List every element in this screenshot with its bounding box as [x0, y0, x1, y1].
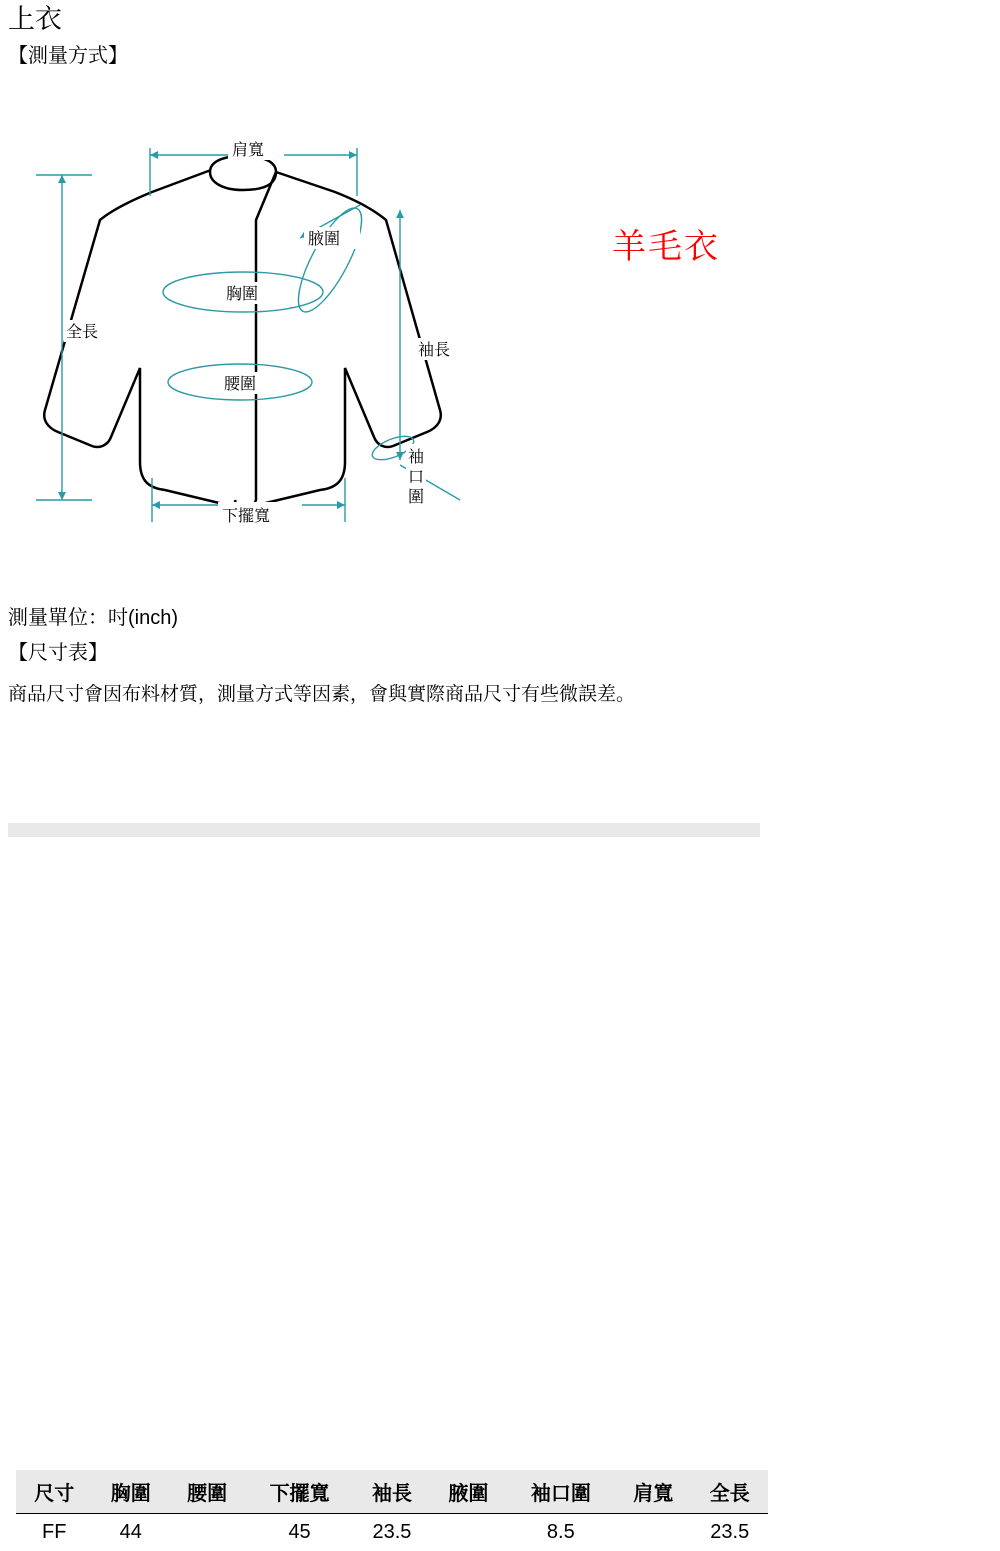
col-full-length: 全長 — [691, 1470, 768, 1514]
col-hem-width: 下擺寬 — [245, 1470, 353, 1514]
label-armhole: 腋圍 — [308, 230, 340, 248]
cell-full-length: 23.5 — [691, 1514, 768, 1551]
measure-method-heading: 【測量方式】 — [8, 43, 128, 69]
col-size: 尺寸 — [16, 1470, 92, 1514]
cell-cuff: 8.5 — [507, 1514, 615, 1551]
product-type-label: 羊毛衣 — [612, 228, 720, 268]
col-bust: 胸圍 — [92, 1470, 168, 1514]
cell-armhole — [430, 1514, 506, 1551]
label-cuff-3: 圍 — [408, 488, 424, 506]
col-cuff: 袖口圍 — [507, 1470, 615, 1514]
label-cuff-2: 口 — [408, 469, 424, 486]
label-cuff-1: 袖 — [408, 448, 424, 466]
page-title: 上衣 — [8, 2, 62, 36]
garment-measurement-diagram — [0, 110, 560, 550]
size-table — [16, 1470, 768, 1551]
table-header-row — [16, 1470, 768, 1514]
size-chart-heading: 【尺寸表】 — [8, 640, 108, 666]
table-row — [16, 1514, 768, 1551]
unit-line: 測量單位：吋(inch) — [8, 605, 178, 631]
cell-shoulder — [615, 1514, 691, 1551]
label-shoulder: 肩寬 — [232, 141, 264, 159]
label-bust: 胸圍 — [226, 285, 258, 303]
col-shoulder: 肩寬 — [615, 1470, 691, 1514]
col-sleeve-length: 袖長 — [354, 1470, 430, 1514]
col-waist: 腰圍 — [169, 1470, 245, 1514]
cell-waist — [169, 1514, 245, 1551]
cell-hem-width: 45 — [245, 1514, 353, 1551]
measurement-note: 商品尺寸會因布料材質，測量方式等因素，會與實際商品尺寸有些微誤差。 — [8, 682, 635, 708]
label-sleeve-length: 袖長 — [418, 341, 450, 359]
cell-bust: 44 — [92, 1514, 168, 1551]
col-armhole: 腋圍 — [430, 1470, 506, 1514]
label-full-length: 全長 — [66, 323, 98, 341]
cell-sleeve-length: 23.5 — [354, 1514, 430, 1551]
label-waist: 腰圍 — [224, 375, 256, 393]
table-footer-band — [8, 823, 760, 837]
cell-size: FF — [16, 1514, 92, 1551]
label-hem-width: 下擺寬 — [222, 507, 270, 525]
